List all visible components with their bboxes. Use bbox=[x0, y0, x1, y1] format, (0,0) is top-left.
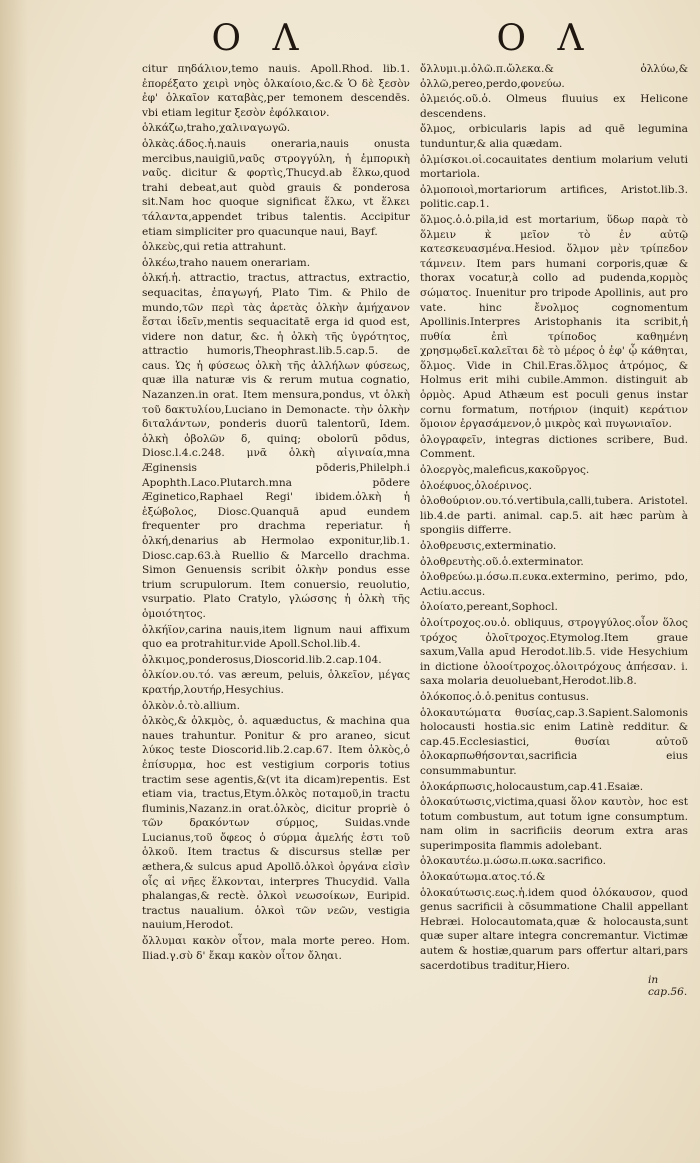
dictionary-entry: ὁλκὰς.άδος.ἡ.nauis oneraria,nauis onusta mercibus,nauigiū,ναῦς στρογγύλη, ἡ ἐμπορικὴ ναῦς. dicitur & φορτὶς,Thucyd.ab ἕλκω,quod trahi debeat,aut quòd grauis & ponderosa sit.Nam hoc quoque significat ἕλκω, vt ἕλκει τάλαντα,appendet tribus talentis. Accipitur etiam simpliciter pro quacunque naui, Bayf. bbox=[142, 137, 410, 238]
dictionary-entry: ὀλοθρευσις,exterminatio. bbox=[420, 540, 557, 552]
dictionary-entry: ὄλμος, orbicularis lapis ad quē legumina tunduntur,& alia quædam. bbox=[420, 123, 688, 150]
right-column bbox=[420, 62, 688, 974]
running-head-right: Ο Λ bbox=[496, 18, 594, 59]
dictionary-entry: ὁλκήϊον,carina nauis,item lignum naui affixum quo ea protrahitur.vide Apoll.Schol.lib.4. bbox=[142, 623, 410, 651]
dictionary-entry: ὀλοθρευτὴς.οῦ.ὁ.exterminator. bbox=[420, 555, 584, 568]
dictionary-entry: ὀλοεργὸς,maleficus,κακοῦργος. bbox=[420, 464, 590, 477]
binding-gutter bbox=[0, 0, 28, 1163]
dictionary-entry: ὁλοκαύτωμα.ατος.τό.& bbox=[420, 871, 546, 884]
dictionary-entry: ὀλμίσκοι.οἱ.cocauitates dentium molarium veluti mortariola. bbox=[420, 153, 688, 181]
dictionary-entry: ὁλκὸς,& ὁλκμὸς, ὁ. aquæductus, & machina qua naues trahuntur. Ponitur & pro araneo, sicut λύκος teste Dioscorid.lib.2.cap.67. Item ὁλκὸς,ὁ ἐπίσυρμα, hoc est vestigium corporis totius tractim sese agentis,&(vt ita dicam)repentis. Est etiam via, tractus,Etym.ὁλκὸς ποταμοῦ,in tractu fluminis,Nazanz.in orat.ὁλκὸς, dicitur propriè ὁ τῶν δρακόντων σύρμος, Suidas.vnde Lucianus,τοῦ ὄφεος ὁ σύρμα ἀμελής ἐστι τοῦ ὁλκοῦ. Item tractus & discursus stellæ per æthera,& sulcus apud Apollō.ὁλκοὶ ὀργάνα εἰσὶν οἷς αἱ νῆες ἕλκονται, interpres Thucydid. Valla phalangas,& rectè. ὁλκοὶ νεωσοίκων, Euripid. tractus naualium. ὁλκοὶ τῶν νεῶν, vestigia nauium,Herodot. bbox=[142, 715, 410, 932]
dictionary-entry: ὁλογραφεῖν, integras dictiones scribere, Bud. Comment. bbox=[420, 433, 688, 461]
dictionary-entry: ὄλλυμαι κακὸν οἶτον, mala morte pereo. Hom. Iliad.γ.σὺ δ' ἔκαμ κακὸν οἶτον ὄληαι. bbox=[142, 935, 410, 962]
dictionary-entry: ὀλοίατο,pereant,Sophocl. bbox=[420, 601, 558, 614]
dictionary-entry: ὀλοέφυος,ὀλοέρινος. bbox=[420, 479, 532, 492]
left-column bbox=[142, 62, 410, 964]
dictionary-entry: ὁλοκάρπωσις,holocaustum,cap.41.Esaiæ. bbox=[420, 780, 644, 793]
dictionary-entry: ὁλκέω,traho nauem onerariam. bbox=[142, 256, 311, 269]
dictionary-entry: ὁλκάζω,traho,χαλιναγωγῶ. bbox=[142, 122, 291, 135]
dictionary-entry: ὀλμοποιοὶ,mortariorum artifices, Aristot.lib.3. politic.cap.1. bbox=[420, 183, 688, 211]
dictionary-entry: ὁλοκαυτώματα θυσίας,cap.3.Sapient.Salomonis holocausti hostia.sic enim Latinè redditur. & cap.45.Ecclesiastici, θυσίαι αὐτοῦ ὁλοκαρπωθήσονται,sacrificia eius consummabuntur. bbox=[420, 706, 688, 777]
dictionary-entry: ὁλκὸν.ὁ.τὸ.allium. bbox=[142, 699, 240, 712]
running-head-left: Ο Λ bbox=[211, 18, 309, 59]
dictionary-entry: ὁλκίον.ου.τό. vas æreum, peluis, ὁλκεῖον, μέγας κρατήρ,λουτήρ,Hesychius. bbox=[142, 669, 410, 696]
dictionary-entry: ὁλκεὺς,qui retia attrahunt. bbox=[142, 241, 287, 254]
dictionary-entry: ὀλοθρεύω.μ.όσω.π.ευκα.extermino, perimo, pdo, Actiu.accus. bbox=[420, 571, 688, 598]
dictionary-entry: citur πηδάλιον,temo nauis. Apoll.Rhod. lib.1. ἐπορέξατο χειρὶ νηὸς ὁλκαίοιο,&c.& Ὁ δὲ ξεσὸν ἐφ' ὁλκαῖον καταβὰς,per temonem descendēs. vbi etiam legitur ξεσὸν ἐφόλκαιον. bbox=[142, 63, 410, 119]
dictionary-entry: ὀλμειός.οῦ.ὁ. Olmeus fluuius ex Helicone descendens. bbox=[420, 93, 688, 120]
dictionary-entry: ὁλοκαύτωσις.εως.ἡ.idem quod ὁλόκαυσον, quod genus sacrificii à cōsummatione Chalil appellant Hebræi. Holocautomata,quæ & holocausta,sunt quæ super altare integra concremantur. Victimæ autem & hostiæ,quarum pars offertur altari,pars sacerdotibus traditur,Hiero. bbox=[420, 886, 688, 972]
dictionary-entry: ὄλλυμι.μ.ὀλῶ.π.ὤλεκα.& ὀλλύω,& ὀλλῶ,pereo,perdo,φονεύω. bbox=[420, 63, 688, 90]
dictionary-entry: ὁλκή.ἡ. attractio, tractus, attractus, extractio, sequacitas, ἐπαγωγή, Plato Tim. & Philo de mundo,τῶν περὶ τὰς ἀρετὰς ὁλκὴν ἀμήχανον ἔσται ἰδεῖν,mentis sequacitatē erga id quod est, videre non datur, &c. ἡ ὁλκὴ τῆς ὑγρότητος, attractio humoris,Theophrast.lib.5.cap.5. de caus. Ὡς ἡ φύσεως ὁλκὴ τῆς ἀλλήλων φύσεως, quæ illa naturæ vis & rerum mutua cognatio, Nazanzen.in orat. Item mensura,pondus, vt ὁλκὴ τοῦ δακτυλίου,Luciano in Demonacte. τὴν ὁλκὴν διταλάντων, ponderis duorū talentorū, Idem. ὁλκὴ ὀβολῶν δ, quinq; obolorū pōdus, Diosc.l.4.c.248. μνᾶ ὁλκὴ αἰγιναία,mna Æginensis pōderis,Philelph.i Apophth.Laco.Plutarch.mna pōdere Æginetico,Raphael Regi' ibidem.ὁλκὴ ἡ ἑξώβολος, Diosc.Quanquā apud eundem frequenter pro drachma reperiatur. ἡ ὁλκή,denarius ab Hermolao exponitur,lib.1. Diosc.cap.63.à Ruellio & Marcello drachma. Simon Genuensis scribit ὁλκὴν pondus esse trium scrupulorum. Item conuersio, reuolutio, vsurpatio. Plato Cratylo, γλώσσης ἡ ὁλκὴ τῆς ὁμοιότητος. bbox=[142, 272, 410, 620]
dictionary-entry: ὀλοίτροχος.ου.ὁ. obliquus, στρογγύλος.οἷον ὅλος τρόχος ὁλοῖτροχος.Etymolog.Item graue saxum,Valla apud Herodot.lib.5. vide Hesychium in dictione ὀλοοίτροχος.ὀλοιτρόχους ἀπήεσαν. i. saxa molaria deuoluebant,Herodot.lib.8. bbox=[420, 616, 688, 688]
dictionary-entry: ὅλμος.ὁ.ὁ.pila,id est mortarium, ὕδωρ παρὰ τὸ ὅλμειν κ̀ μεῖον τὸ ἐν αὐτῷ κατεσκευασμένα.Hesiod. ὅλμον μὲν τρίπεδον τάμνειν. Item pars humani corporis,quæ & thorax vocatur,à collo ad pudenda,κορμὸς σώματος. Inuenitur pro tripode Apollinis, aut pro vate. hinc ἔνολμος cognomentum Apollinis.Interpres Aristophanis ita scribit,ἡ πυθία ἐπὶ τρίποδος καθημένη χρησμῳδεῖ.καλεῖται δὲ τὸ μέρος ὁ ἐφ' ᾧ κάθηται, ὅλμος. Vide in Chil.Eras.ὅλμος ἀτρόμος, & Holmus erit mihi cubile.Ammon. distinguit ab ὁρμὸς. Apud Athæum est poculi genus instar cornu formatum, ποτήριον (inquit) κεράτιον ὅμοιον ἐργασάμενον,ὁ μικρὸς καὶ πυγωνιαῖον. bbox=[420, 213, 688, 431]
dictionary-entry: ὀλόκοπος.ὁ.ὁ.penitus contusus. bbox=[420, 690, 590, 703]
dictionary-entry: ὀλοθούριον.ου.τό.vertibula,calli,tubera. Aristotel. lib.4.de parti. animal. cap.5. ait hæc parùm à spongiis differre. bbox=[420, 495, 688, 537]
dictionary-entry: ὁλοκαύτωσις,victima,quasi ὅλον καυτὸν, hoc est totum combustum, aut totum igne consumptum. nam olim in sacrificiis deorum extra aras superimposita flammis adolebant. bbox=[420, 796, 688, 852]
catchword: in cap.56. bbox=[648, 974, 688, 998]
dictionary-entry: ὁλοκαυτέω.μ.ώσω.π.ωκα.sacrifico. bbox=[420, 855, 606, 868]
dictionary-entry: ὁλκιμος,ponderosus,Dioscorid.lib.2.cap.104. bbox=[142, 653, 382, 666]
